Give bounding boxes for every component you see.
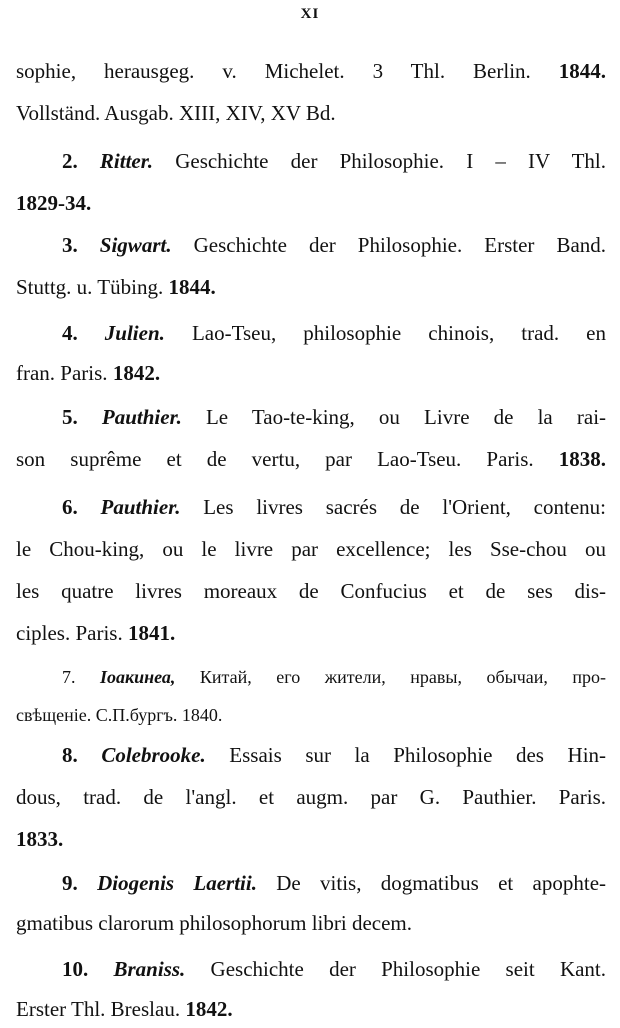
entry-4-line-1 [62, 320, 606, 346]
entry-8-number: 8. [62, 743, 78, 767]
entry-10-line-2 [16, 996, 606, 1022]
entry-4-author: Julien. [104, 321, 165, 345]
entry-1-line-1 [16, 58, 606, 84]
entry-8-line-1 [62, 742, 606, 768]
entry-2-line-2 [16, 190, 606, 216]
entry-10-place: Erster Thl. Breslau. [16, 997, 186, 1021]
entry-6-number: 6. [62, 495, 78, 519]
entry-6-author: Pauthier. [100, 495, 181, 519]
entry-9-line-2: gmatibus clarorum philosophorum libri decem. [16, 911, 413, 935]
entry-2-number: 2. [62, 149, 78, 173]
entry-8-author: Colebrooke. [101, 743, 206, 767]
entry-10-line-1 [62, 956, 606, 982]
entry-10-year: 1842. [185, 997, 233, 1021]
entry-7-number: 7. [62, 667, 76, 687]
entry-7-title: Китай, его жители, нравы, обычаи, про- [199, 667, 606, 687]
entry-3-line-2 [16, 274, 606, 300]
entry-2-title: Geschichte der Philosophie. I – IV Thl. [175, 149, 606, 173]
entry-8-title: Essais sur la Philosophie des Hin- [229, 743, 606, 767]
entry-6-title: Les livres sacrés de l'Orient, contenu: [203, 495, 606, 519]
entry-1-line-2: Vollständ. Ausgab. XIII, XIV, XV Bd. [16, 101, 336, 125]
entry-2-author: Ritter. [99, 149, 154, 173]
entry-8-line-3 [16, 826, 606, 852]
entry-4-place: fran. Paris. [16, 361, 113, 385]
entry-2-year: 1829-34. [16, 191, 92, 215]
entry-6-line-2: le Chou-king, ou le livre par excellence; les Sse-chou ou [16, 537, 606, 561]
entry-4-year: 1842. [112, 361, 161, 385]
entry-10-title: Geschichte der Philosophie seit Kant. [210, 957, 606, 981]
entry-8-line-2: dous, trad. de l'angl. et augm. par G. Pauthier. Paris. [16, 785, 606, 809]
entry-3-title: Geschichte der Philosophie. Erster Band. [193, 233, 606, 257]
entry-4-line-2 [16, 360, 606, 386]
entry-1-text: sophie, herausgeg. v. Michelet. 3 Thl. Berlin. [16, 59, 559, 83]
entry-10-number: 10. [62, 957, 89, 981]
entry-9-number: 9. [62, 871, 78, 895]
entry-8-year: 1833. [16, 827, 64, 851]
entry-7-line-1 [62, 664, 606, 690]
entry-2-line-1 [62, 148, 606, 174]
entry-3-place: Stuttg. u. Tübing. [16, 275, 169, 299]
entry-10-author: Braniss. [113, 957, 186, 981]
entry-5-title: Le Tao-te-king, ou Livre de la rai- [205, 405, 606, 429]
entry-6-line-4 [16, 620, 606, 646]
entry-9-title: De vitis, dogmatibus et apophte- [276, 871, 606, 895]
entry-7-line-2: свѣщеніе. С.П.бургъ. 1840. [16, 705, 223, 725]
entry-3-author: Sigwart. [99, 233, 172, 257]
entry-6-line-3: les quatre livres moreaux de Confucius et de ses dis- [16, 579, 606, 603]
entry-5-number: 5. [62, 405, 78, 429]
entry-6-place: ciples. Paris. [16, 621, 128, 645]
entry-3-year: 1844. [168, 275, 216, 299]
entry-1-year: 1844. [558, 59, 606, 83]
entry-5-year: 1838. [558, 447, 606, 471]
entry-7-author: Іоакинеа, [100, 667, 176, 687]
entry-4-number: 4. [62, 321, 78, 345]
entry-6-year: 1841. [127, 621, 176, 645]
entry-9-author: Diogenis Laertii. [97, 871, 257, 895]
entry-5-line-2 [16, 446, 606, 472]
entry-4-title: Lao-Tseu, philosophie chinois, trad. en [191, 321, 606, 345]
entry-6-line-1 [62, 494, 606, 520]
entry-3-line-1 [62, 232, 606, 258]
page-number: XI [300, 6, 320, 22]
entry-5-place: son suprême et de vertu, par Lao-Tseu. Paris. [16, 447, 559, 471]
entry-5-author: Pauthier. [101, 405, 182, 429]
entry-9-line-1 [62, 870, 606, 896]
entry-5-line-1 [62, 404, 606, 430]
entry-3-number: 3. [62, 233, 78, 257]
